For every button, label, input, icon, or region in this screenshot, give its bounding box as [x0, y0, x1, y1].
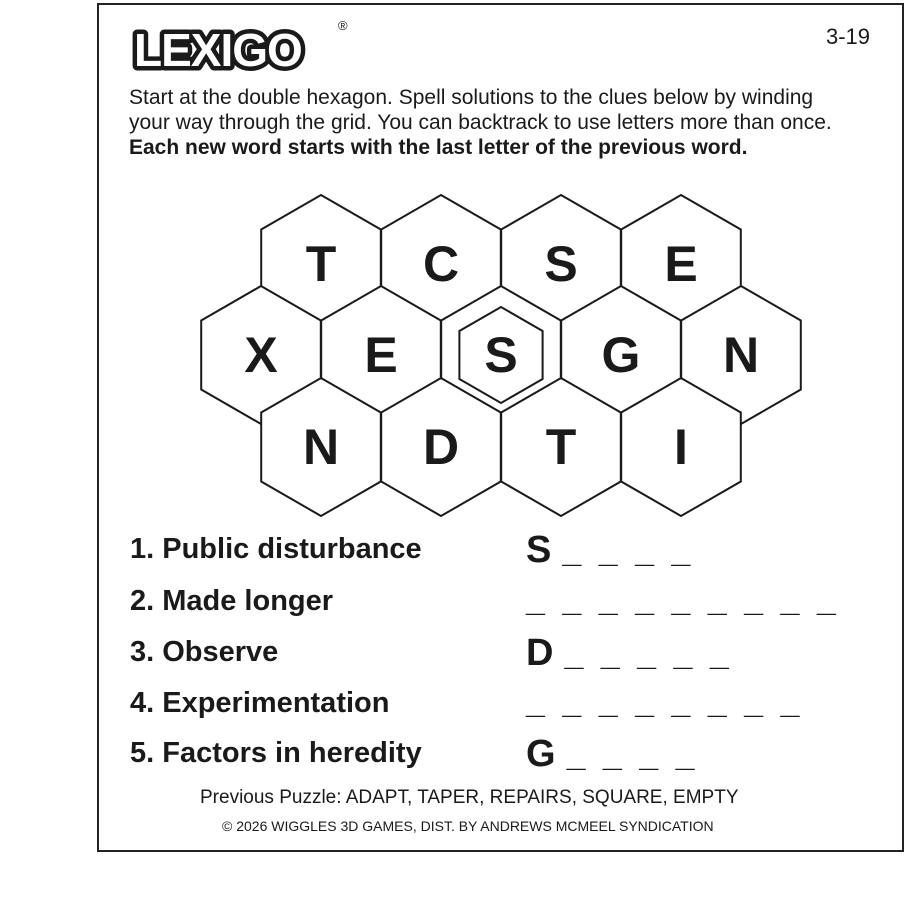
registered-mark: ® [338, 18, 348, 33]
answer-first-letter: D [526, 632, 555, 674]
answer-first-letter: S [526, 529, 553, 571]
hex-letter: T [305, 236, 337, 292]
hex-letter: C [422, 236, 460, 292]
instructions-bold-text: Each new word starts with the last letter of the previous word. [129, 136, 748, 159]
hex-letter: S [484, 327, 518, 383]
hex-letter: T [545, 419, 577, 475]
hex-letter: E [664, 236, 698, 292]
hex-letter: N [722, 327, 760, 383]
hex-letter: X [244, 327, 278, 383]
clue-label: 1. Public disturbance [130, 533, 422, 565]
answer-blanks: _ _ _ _ [566, 736, 699, 774]
answer-blanks: _ _ _ _ [562, 532, 695, 570]
copyright: © 2026 WIGGLES 3D GAMES, DIST. BY ANDREWS MCMEEL SYNDICATION [222, 818, 714, 834]
answer-field[interactable] [526, 683, 803, 722]
answer-field[interactable] [526, 632, 733, 675]
previous-puzzle: Previous Puzzle: ADAPT, TAPER, REPAIRS, SQUARE, EMPTY [200, 787, 739, 808]
instructions-text: Start at the double hexagon. Spell solutions to the clues below by winding your way through the grid. You can backtrack to use letters more than once. [129, 86, 832, 134]
clue-label: 5. Factors in heredity [130, 737, 422, 769]
hex-letter: D [422, 419, 460, 475]
answer-field[interactable] [526, 581, 840, 620]
answer-blanks: _ _ _ _ _ _ _ _ [526, 683, 804, 721]
hex-letter: S [544, 236, 578, 292]
answer-blanks: _ _ _ _ _ _ _ _ _ [526, 581, 840, 619]
hex-letter: I [674, 419, 688, 475]
clue-label: 3. Observe [130, 636, 279, 668]
clue-label: 2. Made longer [130, 585, 334, 617]
answer-first-letter: G [526, 733, 557, 775]
logo-text: LEXIGO [134, 24, 302, 76]
puzzle-id: 3-19 [826, 24, 871, 49]
clue-label: 4. Experimentation [130, 687, 390, 719]
hex-letter: G [601, 327, 641, 383]
answer-field[interactable] [526, 733, 699, 776]
answer-field[interactable] [526, 529, 694, 572]
hex-letter: E [364, 327, 398, 383]
answer-blanks: _ _ _ _ _ [564, 635, 733, 673]
hex-letter: N [302, 419, 340, 475]
